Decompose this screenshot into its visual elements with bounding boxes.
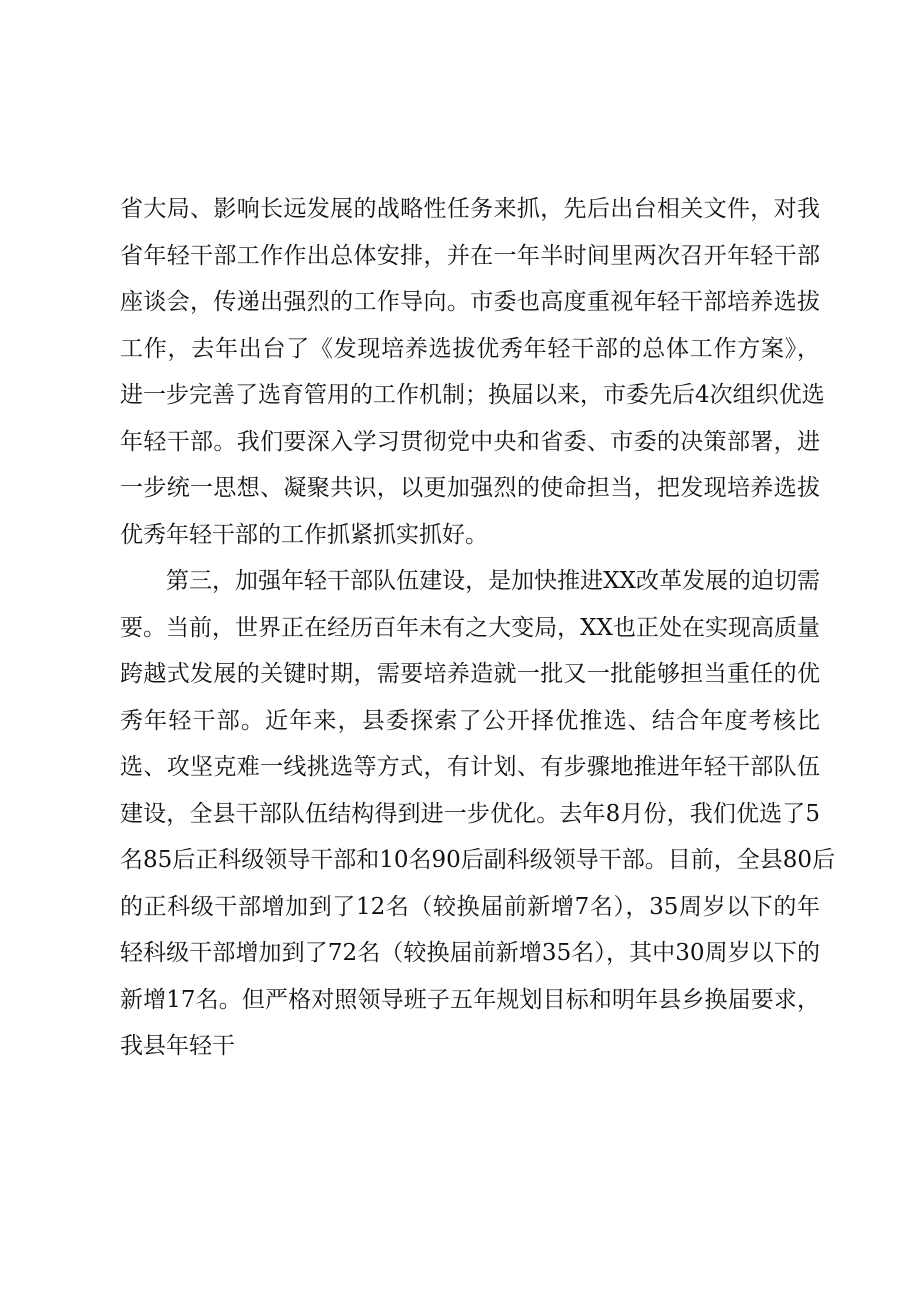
text-line: 省大局、影响长远发展的战略性任务来抓，先后出台相关文件，对我	[120, 196, 820, 222]
text-line: 建设，全县干部队伍结构得到进一步优化。去年8月份，我们优选了5	[120, 800, 820, 827]
text-line: 跨越式发展的关键时期，需要培养造就一批又一批能够担当重任的优	[120, 661, 820, 687]
text-line: 省年轻干部工作作出总体安排，并在一年半时间里两次召开年轻干部	[120, 242, 820, 269]
text-line: 优秀年轻干部的工作抓紧抓实抓好。	[120, 521, 488, 548]
text-line: 我县年轻干	[120, 1033, 235, 1059]
document-body	[120, 186, 836, 1070]
text-line: 进一步完善了选育管用的工作机制；换届以来，市委先后4次组织优选	[120, 382, 825, 408]
text-line: 新增17名。但严格对照领导班子五年规划目标和明年县乡换届要求，	[120, 986, 820, 1013]
text-line: 的正科级干部增加到了12名（较换届前新增7名），35周岁以下的年	[120, 893, 820, 920]
paragraph-start-line: 第三，加强年轻干部队伍建设，是加快推进XX改革发展的迫切需	[166, 568, 820, 594]
text-line: 名85后正科级领导干部和10名90后副科级领导干部。目前，全县80后	[120, 847, 836, 873]
text-line: 要。当前，世界正在经历百年未有之大变局，XX也正处在实现高质量	[120, 614, 820, 641]
text-line: 轻科级干部增加到了72名（较换届前新增35名），其中30周岁以下的	[120, 940, 820, 966]
text-line: 工作，去年出台了《发现培养选拔优秀年轻干部的总体工作方案》，	[120, 335, 820, 362]
text-line: 一步统一思想、凝聚共识，以更加强烈的使命担当，把发现培养选拔	[120, 475, 820, 501]
text-line: 选、攻坚克难一线挑选等方式，有计划、有步骤地推进年轻干部队伍	[120, 754, 820, 780]
text-line: 座谈会，传递出强烈的工作导向。市委也高度重视年轻干部培养选拔	[120, 289, 820, 315]
text-line: 年轻干部。我们要深入学习贯彻党中央和省委、市委的决策部署，进	[120, 428, 820, 455]
text-line: 秀年轻干部。近年来，县委探索了公开择优推选、结合年度考核比	[120, 707, 820, 734]
